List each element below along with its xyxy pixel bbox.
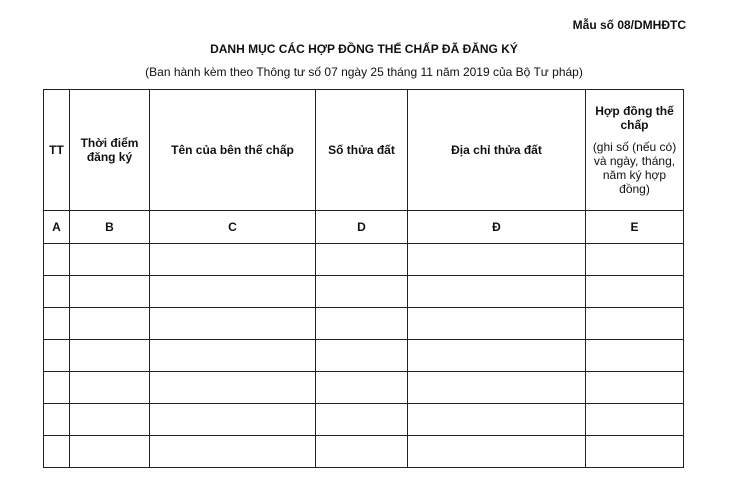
table-cell [316,244,408,276]
table-cell [150,436,316,468]
column-header-tt: TT [44,90,70,211]
table-cell [44,340,70,372]
table-cell [44,276,70,308]
table-cell [70,404,150,436]
table-cell [586,404,684,436]
table-cell [44,436,70,468]
table-cell [316,340,408,372]
table-row [44,404,684,436]
table-cell [150,404,316,436]
table-cell [316,436,408,468]
table-row [44,340,684,372]
column-code-dd: Đ [408,211,586,244]
table-cell [586,340,684,372]
table-cell [150,372,316,404]
table-row [44,372,684,404]
table-cell [70,340,150,372]
table-cell [408,244,586,276]
table-row [44,244,684,276]
column-code-row [44,211,684,244]
column-code-a: A [44,211,70,244]
table-cell [150,276,316,308]
document-subtitle: (Ban hành kèm theo Thông tư số 07 ngày 25 tháng 11 năm 2019 của Bộ Tư pháp) [145,65,583,79]
document-title: DANH MỤC CÁC HỢP ĐỒNG THẾ CHẤP ĐÃ ĐĂNG KÝ [210,42,518,56]
table-cell [408,308,586,340]
table-body [44,244,684,468]
table-cell [70,308,150,340]
column-header-mortgage-contract [586,90,684,211]
table-cell [586,436,684,468]
table-cell [586,308,684,340]
table-header-row [44,90,684,211]
table-cell [150,308,316,340]
table-row [44,276,684,308]
column-header-parcel-number: Số thửa đất [316,90,408,211]
table-cell [586,276,684,308]
table-cell [316,308,408,340]
table-cell [408,436,586,468]
column-header-mortgage-contract-label: Hợp đồng thế chấp [595,104,674,132]
column-header-mortgage-contract-note: (ghi số (nếu có) và ngày, tháng, năm ký hợp đồng) [592,140,677,196]
table-cell [44,372,70,404]
table-cell [70,436,150,468]
table-cell [316,372,408,404]
form-code: Mẫu số 08/DMHĐTC [572,18,686,32]
table-cell [408,372,586,404]
table-cell [44,308,70,340]
table-cell [44,244,70,276]
column-code-b: B [70,211,150,244]
table-cell [408,340,586,372]
table-cell [586,244,684,276]
table-cell [408,404,586,436]
column-code-d: D [316,211,408,244]
column-header-registration-time: Thời điểm đăng ký [70,90,150,211]
column-code-e: E [586,211,684,244]
table-cell [150,340,316,372]
table-cell [70,244,150,276]
column-header-mortgagor-name: Tên của bên thế chấp [150,90,316,211]
table-cell [44,404,70,436]
table-cell [586,372,684,404]
table-cell [316,404,408,436]
mortgage-contract-table [43,89,684,468]
column-code-c: C [150,211,316,244]
table-cell [150,244,316,276]
table-cell [408,276,586,308]
column-header-parcel-address: Địa chỉ thửa đất [408,90,586,211]
table-cell [70,276,150,308]
table-row [44,308,684,340]
table-cell [316,276,408,308]
table-cell [70,372,150,404]
table-row [44,436,684,468]
